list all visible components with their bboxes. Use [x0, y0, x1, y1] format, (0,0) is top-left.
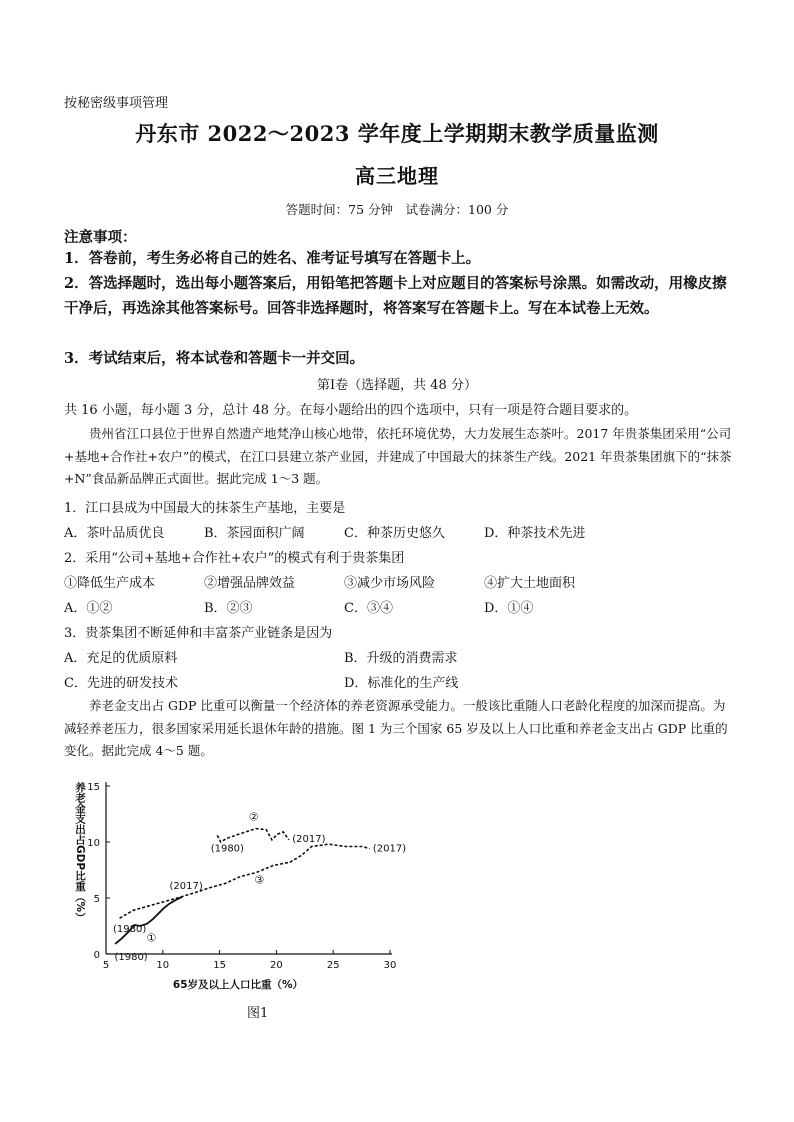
y-tick-label: 5 — [93, 894, 100, 905]
q2-option-c: C．③④ — [344, 601, 393, 616]
series-line-2 — [217, 829, 289, 842]
series-2-start-label: (1980) — [210, 843, 244, 855]
q3-option-c: C．先进的研发技术 — [64, 676, 178, 691]
x-axis-title: 65岁及以上人口比重（%） — [172, 979, 304, 991]
exam-title: 丹东市 2022～2023 学年度上学期期末教学质量监测 — [135, 121, 659, 146]
q2-item-1: ①降低生产成本 — [64, 576, 156, 591]
q1-option-d: D．种茶技术先进 — [484, 526, 586, 541]
q3-option-b: B．升级的消费需求 — [344, 651, 458, 666]
series-3-name: ③ — [254, 873, 265, 887]
figure-caption: 图1 — [247, 1006, 269, 1021]
question-1-stem: 1．江口县成为中国最大的抹茶生产基地，主要是 — [64, 501, 346, 516]
series-2-end-label: (2017) — [292, 833, 326, 845]
y-axis-title: 养老金支出占GDP比重（%） — [74, 782, 86, 923]
series-line-3 — [120, 844, 370, 918]
x-tick-label: 25 — [326, 960, 340, 971]
q2-item-4: ④扩大土地面积 — [484, 576, 576, 591]
q2-option-b: B．②③ — [204, 601, 253, 616]
passage-2: 养老金支出占 GDP 比重可以衡量一个经济体的养老资源承受能力。一般该比重随人口老龄化程度的加深而提高。为减轻养老压力，很多国家采用延长退休年龄的措施。图 1 为三个国家 65 岁及以上人口比重和养老金支出占 GDP 比重的变化。据此完成 4～5 题。 — [64, 698, 728, 758]
q2-item-3: ③减少市场风险 — [344, 576, 436, 591]
x-tick-label: 10 — [156, 960, 170, 971]
exam-meta: 答题时间：75 分钟 试卷满分：100 分 — [285, 202, 509, 217]
q1-option-c: C．种茶历史悠久 — [344, 526, 445, 541]
y-tick-label: 10 — [87, 838, 100, 849]
subject-title: 高三地理 — [355, 164, 439, 188]
notice-heading: 注意事项： — [64, 229, 137, 246]
series-1-name: ① — [146, 931, 157, 945]
chart-axes — [106, 782, 392, 954]
x-tick-label: 30 — [383, 960, 397, 971]
notice-item-3: 3．考试结束后，将本试卷和答题卡一并交回。 — [64, 350, 365, 367]
series-3-start-label: (1980) — [112, 924, 147, 936]
notice-item-1: 1．答卷前，考生务必将自己的姓名、准考证号填写在答题卡上。 — [64, 250, 481, 267]
x-tick-label: 15 — [213, 960, 226, 971]
part-heading: 第Ⅰ卷（选择题，共 48 分） — [317, 378, 477, 393]
chart-labels — [74, 781, 406, 991]
question-3-stem: 3．贵茶集团不断延伸和丰富茶产业链条是因为 — [64, 626, 333, 641]
y-tick-label: 0 — [93, 950, 100, 961]
secrecy-tag: 按秘密级事项管理 — [64, 96, 169, 111]
q3-option-a: A．充足的优质原料 — [64, 651, 178, 666]
q1-option-b: B．茶园面积广阔 — [204, 526, 305, 541]
q2-option-a: A．①② — [64, 601, 113, 616]
q3-option-d: D．标准化的生产线 — [344, 676, 459, 691]
q1-option-a: A．茶叶品质优良 — [64, 526, 165, 541]
series-3-end-label: (2017) — [372, 843, 407, 855]
x-tick-label: 20 — [270, 960, 283, 971]
pension-chart — [60, 768, 420, 998]
part-description: 共 16 小题，每小题 3 分，总计 48 分。在每小题给出的四个选项中，只有一项是符合题目要求的。 — [64, 403, 638, 418]
series-2-name: ② — [248, 810, 259, 824]
x-tick-label: 5 — [102, 960, 110, 971]
series-1-start-label: (1980) — [114, 951, 148, 963]
series-1-end-label: (2017) — [169, 880, 203, 892]
q2-item-2: ②增强品牌效益 — [204, 576, 296, 591]
notice-item-2: 2．答选择题时，选出每小题答案后，用铅笔把答题卡上对应题目的答案标号涂黑。如需改动，用橡皮擦干净后，再选涂其他答案标号。回答非选择题时，将答案写在答题卡上。写在本试卷上无效。 — [64, 275, 727, 317]
question-2-stem: 2．采用“公司+基地+合作社+农户”的模式有利于贵茶集团 — [64, 551, 405, 566]
q2-option-d: D．①④ — [484, 601, 534, 616]
passage-1: 贵州省江口县位于世界自然遗产地梵净山核心地带，依托环境优势，大力发展生态茶叶。2017 年贵茶集团采用“公司+基地+合作社+农户”的模式，在江口县建立茶产业园，并建成了中国最大的抹茶生产线。2021 年贵茶集团旗下的“抹茶+N”食品新品牌正式面世。据此完成 1～3 题。 — [64, 426, 732, 486]
y-tick-label: 15 — [87, 782, 100, 793]
